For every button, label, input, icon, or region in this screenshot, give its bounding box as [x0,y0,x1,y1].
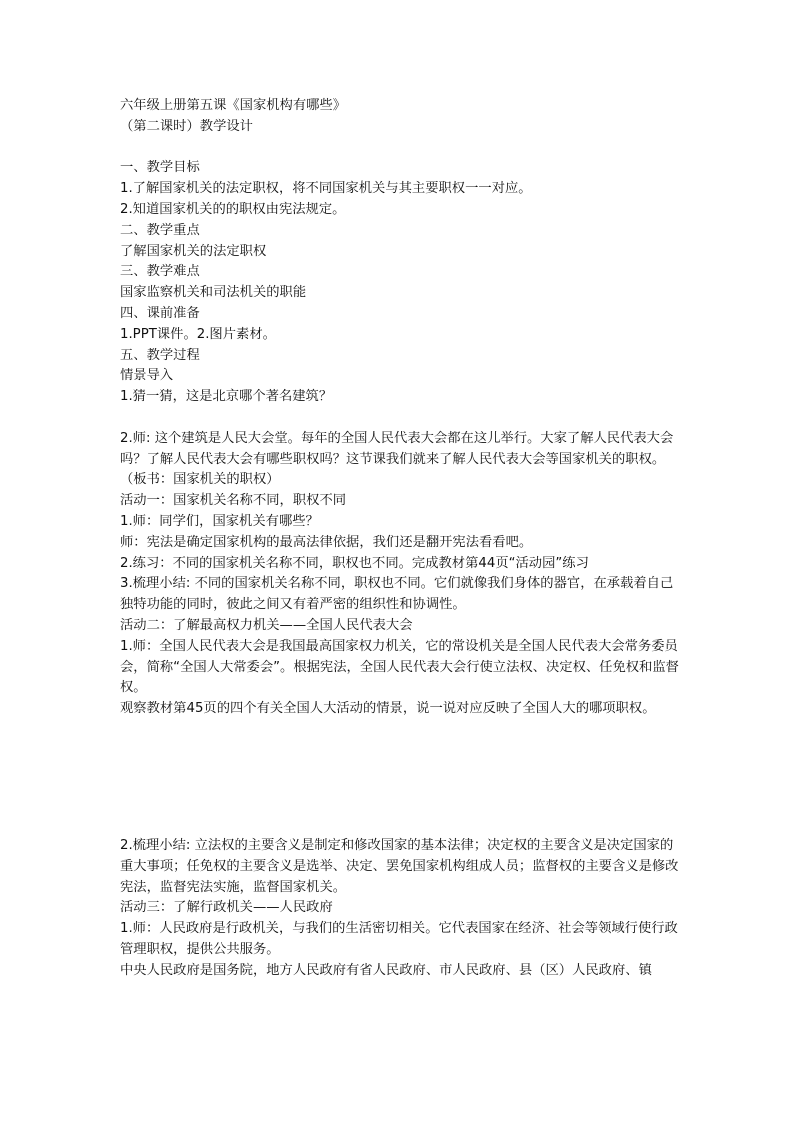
paragraph: 了解国家机关的法定职权 [120,243,267,259]
paragraph: 师：宪法是确定国家机构的最高法律依据，我们还是翻开宪法看看吧。 [120,534,533,550]
paragraph: 中央人民政府是国务院，地方人民政府有省人民政府、市人民政府、县（区）人民政府、镇 [120,962,652,978]
paragraph: 2.梳理小结: 立法权的主要含义是制定和修改国家的基本法律；决定权的主要含义是决定国家的重大事项；任免权的主要含义是选举、决定、罢免国家机构组成人员；监督权的主要含义是修改宪法，监督宪法实施，监督国家机关。 [120,838,679,895]
section-heading-objectives: 一、教学目标 [120,160,200,176]
paragraph: 1.师：全国人民代表大会是我国最高国家权力机关，它的常设机关是全国人民代表大会常务委员会，简称“全国人大常委会”。根据宪法，全国人民代表大会行使立法权、决定权、任免权和监督权。 [120,638,679,696]
paragraph: 2.练习：不同的国家机关名称不同，职权也不同。完成教材第44页“活动园”练习 [120,555,589,571]
paragraph: 1.PPT课件。2.图片素材。 [120,326,276,342]
paragraph: 1.猜一猜，这是北京哪个著名建筑？ [120,389,333,405]
paragraph: 观察教材第45页的四个有关全国人大活动的情景，说一说对应反映了全国人大的哪项职权。 [120,701,656,717]
paragraph: 情景导入 [120,368,174,384]
activity-heading: 活动一：国家机关名称不同，职权不同 [120,493,347,509]
activity-heading: 活动二：了解最高权力机关——全国人民代表大会 [120,617,413,633]
paragraph: 2.师: 这个建筑是人民大会堂。每年的全国人民代表大会都在这儿举行。大家了解人民代表大会吗？了解人民代表大会有哪些职权吗？这节课我们就来了解人民代表大会等国家机关的职权。 [120,430,674,467]
section-heading-preparation: 四、课前准备 [120,305,200,321]
section-heading-key-points: 二、教学重点 [120,222,200,238]
document-title: 六年级上册第五课《国家机构有哪些》 [120,98,347,113]
paragraph: 1.师：人民政府是行政机关，与我们的生活密切相关。它代表国家在经济、社会等领域行使行政管理职权，提供公共服务。 [120,921,678,957]
section-heading-difficulties: 三、教学难点 [120,264,200,280]
paragraph: 2.知道国家机关的的职权由宪法规定。 [120,201,346,217]
paragraph: 1.了解国家机关的法定职权，将不同国家机关与其主要职权一一对应。 [120,181,532,197]
paragraph: 3.梳理小结: 不同的国家机关名称不同，职权也不同。它们就像我们身体的器官，在承载着自己独特功能的同时，彼此之间又有着严密的组织性和协调性。 [120,576,674,613]
blank-line [120,138,680,159]
section-heading-process: 五、教学过程 [120,347,200,363]
blank-line [120,408,680,429]
activity-heading: 活动三：了解行政机关——人民政府 [120,900,333,916]
lesson-plan-part-1 [120,96,680,720]
document-subtitle: （第二课时）教学设计 [120,118,253,134]
paragraph: 国家监察机关和司法机关的职能 [120,285,307,301]
paragraph: （板书：国家机关的职权） [120,472,280,488]
lesson-plan-part-2 [120,836,680,982]
paragraph: 1.师：同学们，国家机关有哪些？ [120,513,319,529]
